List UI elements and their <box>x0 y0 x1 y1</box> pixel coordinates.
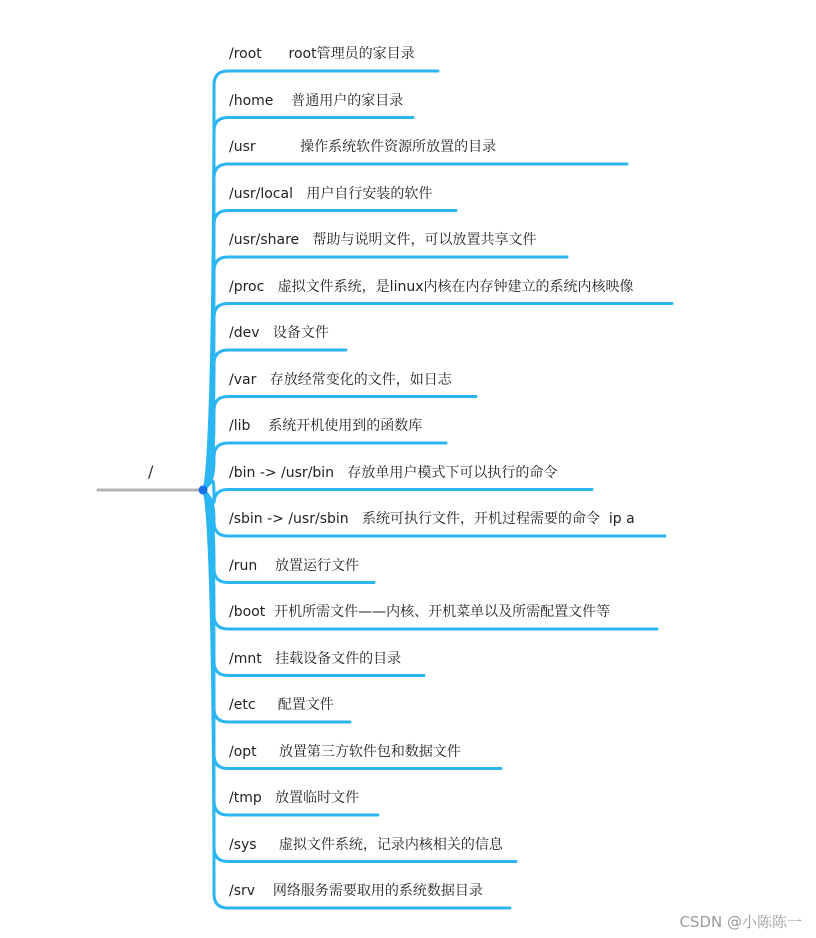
branch-description: 操作系统软件资源所放置的目录 <box>300 139 497 155</box>
branch-gap <box>334 465 347 481</box>
branch-node[interactable] <box>229 417 422 435</box>
branch-description: 放置第三方软件包和数据文件 <box>278 743 461 760</box>
branch-path: /etc <box>229 697 256 713</box>
root-label: / <box>148 462 154 481</box>
branch-node[interactable] <box>229 789 359 807</box>
branch-node[interactable] <box>229 743 461 761</box>
branch-line <box>203 481 592 503</box>
branch-node[interactable] <box>229 650 401 668</box>
branch-gap <box>265 604 274 620</box>
branch-gap <box>257 744 279 760</box>
branch-description: 用户自行安装的软件 <box>306 185 433 202</box>
branch-path: /tmp <box>229 790 262 806</box>
branch-gap <box>256 139 301 155</box>
branch-gap <box>299 232 312 248</box>
branch-description: 存放单用户模式下可以执行的命令 <box>347 464 558 481</box>
branch-node[interactable] <box>229 464 557 482</box>
branch-path: /proc <box>229 278 265 295</box>
branch-gap <box>257 558 275 574</box>
branch-gap <box>349 511 362 527</box>
branch-path: /home <box>229 92 274 109</box>
branch-node[interactable] <box>229 278 634 296</box>
branch-path: /srv <box>229 883 256 899</box>
branch-description: 虚拟文件系统，记录内核相关的信息 <box>278 836 503 853</box>
branch-gap <box>256 372 269 388</box>
branch-node[interactable] <box>229 557 359 575</box>
watermark: CSDN @小陈陈一 <box>679 913 802 931</box>
branch-node[interactable] <box>229 603 610 621</box>
branch-path: /mnt <box>229 650 262 667</box>
branch-gap <box>264 279 277 295</box>
branch-node[interactable] <box>229 185 432 203</box>
branch-node[interactable] <box>229 882 483 900</box>
branch-description: 放置临时文件 <box>275 790 360 806</box>
branch-path: /usr/local <box>229 185 293 202</box>
branch-description: 挂载设备文件的目录 <box>275 650 402 667</box>
branch-gap <box>257 837 279 853</box>
branch-description: 系统可执行文件，开机过程需要的命令 ip a <box>362 511 635 527</box>
branch-node[interactable] <box>229 324 329 342</box>
branch-gap <box>293 186 306 202</box>
branch-path: /var <box>229 371 257 388</box>
branch-node[interactable] <box>229 138 496 156</box>
branch-description: 网络服务需要取用的系统数据目录 <box>272 883 483 899</box>
branch-gap <box>262 790 275 806</box>
branch-path: /dev <box>229 325 260 341</box>
branch-description: 放置运行文件 <box>275 557 360 574</box>
branch-path: /boot <box>229 604 266 620</box>
branch-gap <box>262 46 289 62</box>
branch-gap <box>260 325 273 341</box>
branch-node[interactable] <box>229 231 537 249</box>
branch-gap <box>273 93 291 109</box>
branch-description: 普通用户的家目录 <box>291 92 404 109</box>
branch-gap <box>262 651 275 667</box>
branch-description: 虚拟文件系统，是linux内核在内存钟建立的系统内核映像 <box>277 278 634 295</box>
branch-path: /opt <box>229 743 257 760</box>
root-node-dot[interactable] <box>199 486 208 495</box>
branch-path: /sys <box>229 836 257 853</box>
branch-path: /sbin -> /usr/sbin <box>229 511 349 527</box>
branch-description: 配置文件 <box>277 697 334 713</box>
branch-description: 设备文件 <box>272 325 329 341</box>
branch-path: /root <box>229 46 262 62</box>
branch-gap <box>255 883 273 899</box>
branch-description: 帮助与说明文件，可以放置共享文件 <box>312 232 537 248</box>
branch-node[interactable] <box>229 92 403 110</box>
branch-path: /usr <box>229 139 256 155</box>
branch-description: 存放经常变化的文件，如日志 <box>269 371 452 388</box>
branch-node[interactable] <box>229 371 452 389</box>
branch-path: /lib <box>229 418 251 434</box>
branch-gap <box>256 697 278 713</box>
branch-node[interactable] <box>229 45 415 63</box>
branch-node[interactable] <box>229 836 503 854</box>
branch-gap <box>250 418 268 434</box>
branch-description: root管理员的家目录 <box>288 46 415 62</box>
branch-node[interactable] <box>229 696 334 714</box>
branch-path: /usr/share <box>229 232 300 248</box>
branch-description: 系统开机使用到的函数库 <box>268 418 423 434</box>
branch-node[interactable] <box>229 510 635 528</box>
branch-path: /run <box>229 557 258 574</box>
branch-path: /bin -> /usr/bin <box>229 464 335 481</box>
branch-description: 开机所需文件——内核、开机菜单以及所需配置文件等 <box>274 604 611 620</box>
